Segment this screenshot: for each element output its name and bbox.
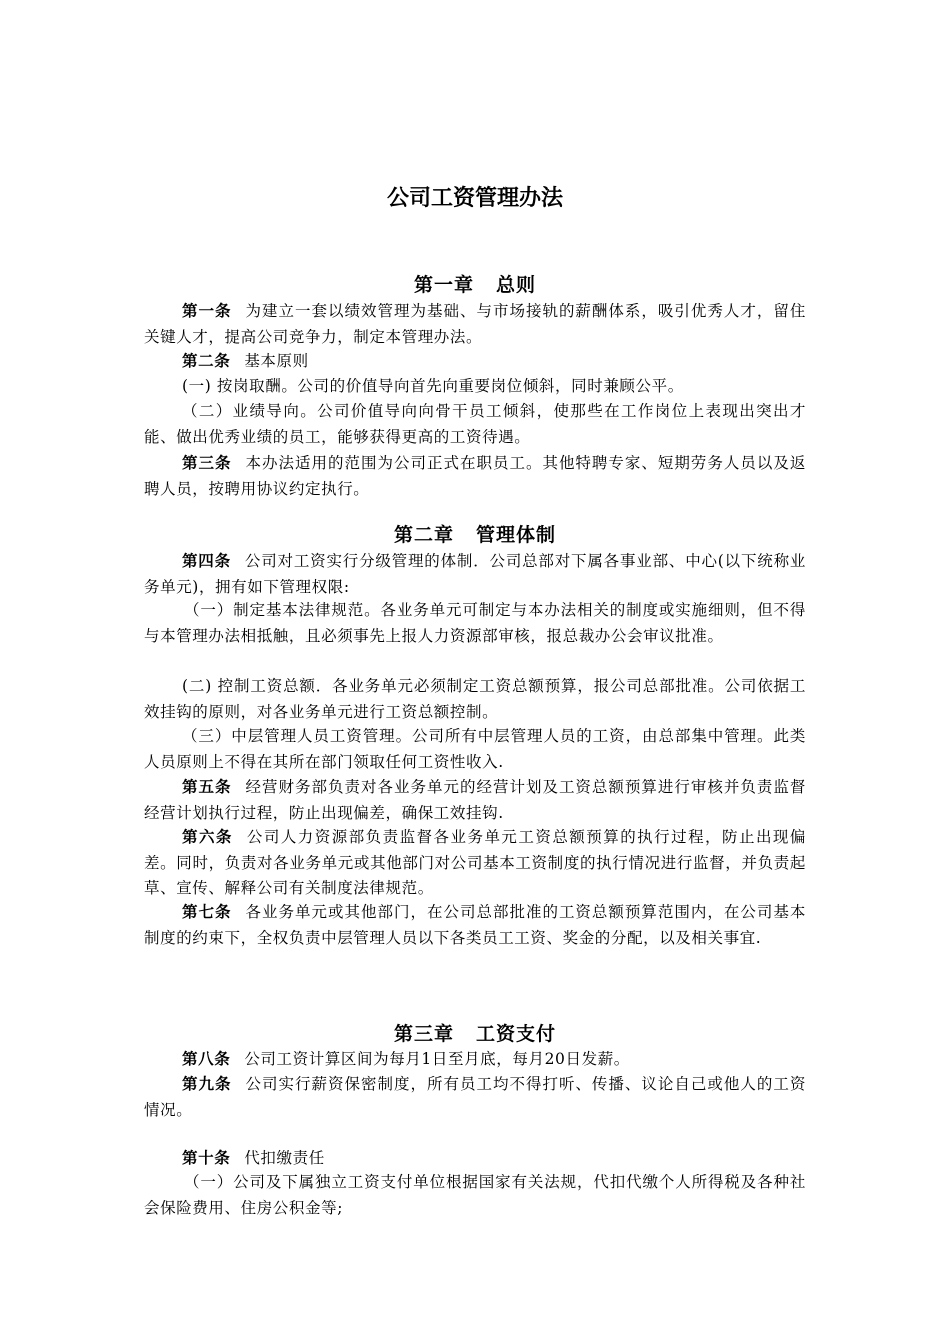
clause-paragraph: (一) 按岗取酬。公司的价值导向首先向重要岗位倾斜，同时兼顾公平。 bbox=[182, 377, 684, 395]
chapter-number: 第一章 bbox=[413, 274, 474, 296]
article-number: 第五条 bbox=[182, 777, 232, 796]
chapter-name: 管理体制 bbox=[476, 524, 557, 546]
article-paragraph bbox=[144, 450, 806, 502]
chapter-name: 工资支付 bbox=[476, 1023, 557, 1045]
article-paragraph bbox=[144, 548, 806, 600]
article-text: 公司实行薪资保密制度，所有员工均不得打听、传播、议论自己或他人的工资情况。 bbox=[144, 1075, 806, 1119]
article-paragraph bbox=[144, 1046, 806, 1073]
article-paragraph bbox=[144, 348, 806, 375]
article-number: 第三条 bbox=[182, 453, 232, 472]
article-paragraph bbox=[144, 899, 806, 951]
article-text: 公司人力资源部负责监督各业务单元工资总额预算的执行过程，防止出现偏差。同时，负责对各业务单元或其他部门对公司基本工资制度的执行情况进行监督，并负责起草、宣传、解释公司有关制度法律规范。 bbox=[144, 828, 806, 897]
clause-paragraph: （一）制定基本法律规范。各业务单元可制定与本办法相关的制度或实施细则，但不得与本管理办法相抵触，且必须事先上报人力资源部审核，报总裁办公会审议批准。 bbox=[144, 601, 806, 645]
article-text: 公司对工资实行分级管理的体制．公司总部对下属各事业部、中心(以下统称业务单元)，拥有如下管理权限: bbox=[144, 552, 806, 596]
article-paragraph bbox=[144, 1071, 806, 1123]
article-number: 第一条 bbox=[182, 301, 232, 320]
article-paragraph bbox=[144, 1145, 806, 1172]
chapter-number: 第二章 bbox=[393, 524, 454, 546]
article-number: 第九条 bbox=[182, 1074, 232, 1093]
article-text: 各业务单元或其他部门，在公司总部批准的工资总额预算范围内，在公司基本制度的约束下，全权负责中层管理人员以下各类员工工资、奖金的分配，以及相关事宜. bbox=[144, 903, 806, 947]
clause-paragraph: （二）业绩导向。公司价值导向向骨干员工倾斜，使那些在工作岗位上表现出突出才能、做出优秀业绩的员工，能够获得更高的工资待遇。 bbox=[144, 402, 806, 446]
article-text: 经营财务部负责对各业务单元的经营计划及工资总额预算进行审核并负责监督经营计划执行过程，防止出现偏差，确保工效挂钩. bbox=[144, 778, 806, 822]
article-paragraph bbox=[144, 824, 806, 902]
article-text: 公司工资计算区间为每月1日至月底，每月20日发薪。 bbox=[244, 1050, 630, 1068]
article-number: 第四条 bbox=[182, 551, 231, 570]
article-number: 第十条 bbox=[182, 1148, 231, 1167]
chapter-heading bbox=[144, 1021, 806, 1047]
article-text: 本办法适用的范围为公司正式在职员工。其他特聘专家、短期劳务人员以及返聘人员，按聘用协议约定执行。 bbox=[144, 454, 806, 498]
article-text: 基本原则 bbox=[244, 352, 309, 370]
article-number: 第二条 bbox=[182, 351, 231, 370]
article-paragraph bbox=[144, 298, 806, 350]
article-number: 第六条 bbox=[182, 827, 233, 846]
chapter-number: 第三章 bbox=[393, 1023, 454, 1045]
article-text: 为建立一套以绩效管理为基础、与市场接轨的薪酬体系，吸引优秀人才，留住关键人才，提高公司竞争力，制定本管理办法。 bbox=[144, 302, 806, 346]
clause-paragraph: (二) 控制工资总额．各业务单元必须制定工资总额预算，报公司总部批准。公司依据工效挂钩的原则，对各业务单元进行工资总额控制。 bbox=[144, 677, 806, 721]
article-number: 第八条 bbox=[182, 1049, 231, 1068]
article-text: 代扣缴责任 bbox=[244, 1149, 325, 1167]
chapter-heading bbox=[144, 272, 806, 298]
clause-paragraph: （三）中层管理人员工资管理。公司所有中层管理人员的工资，由总部集中管理。此类人员原则上不得在其所在部门领取任何工资性收入. bbox=[144, 727, 806, 771]
chapter-name: 总则 bbox=[496, 274, 537, 296]
clause-paragraph: （一）公司及下属独立工资支付单位根据国家有关法规，代扣代缴个人所得税及各种社会保险费用、住房公积金等; bbox=[144, 1173, 806, 1217]
document-title: 公司工资管理办法 bbox=[386, 186, 563, 211]
article-number: 第七条 bbox=[182, 902, 232, 921]
article-paragraph bbox=[144, 774, 806, 826]
chapter-heading bbox=[144, 522, 806, 548]
